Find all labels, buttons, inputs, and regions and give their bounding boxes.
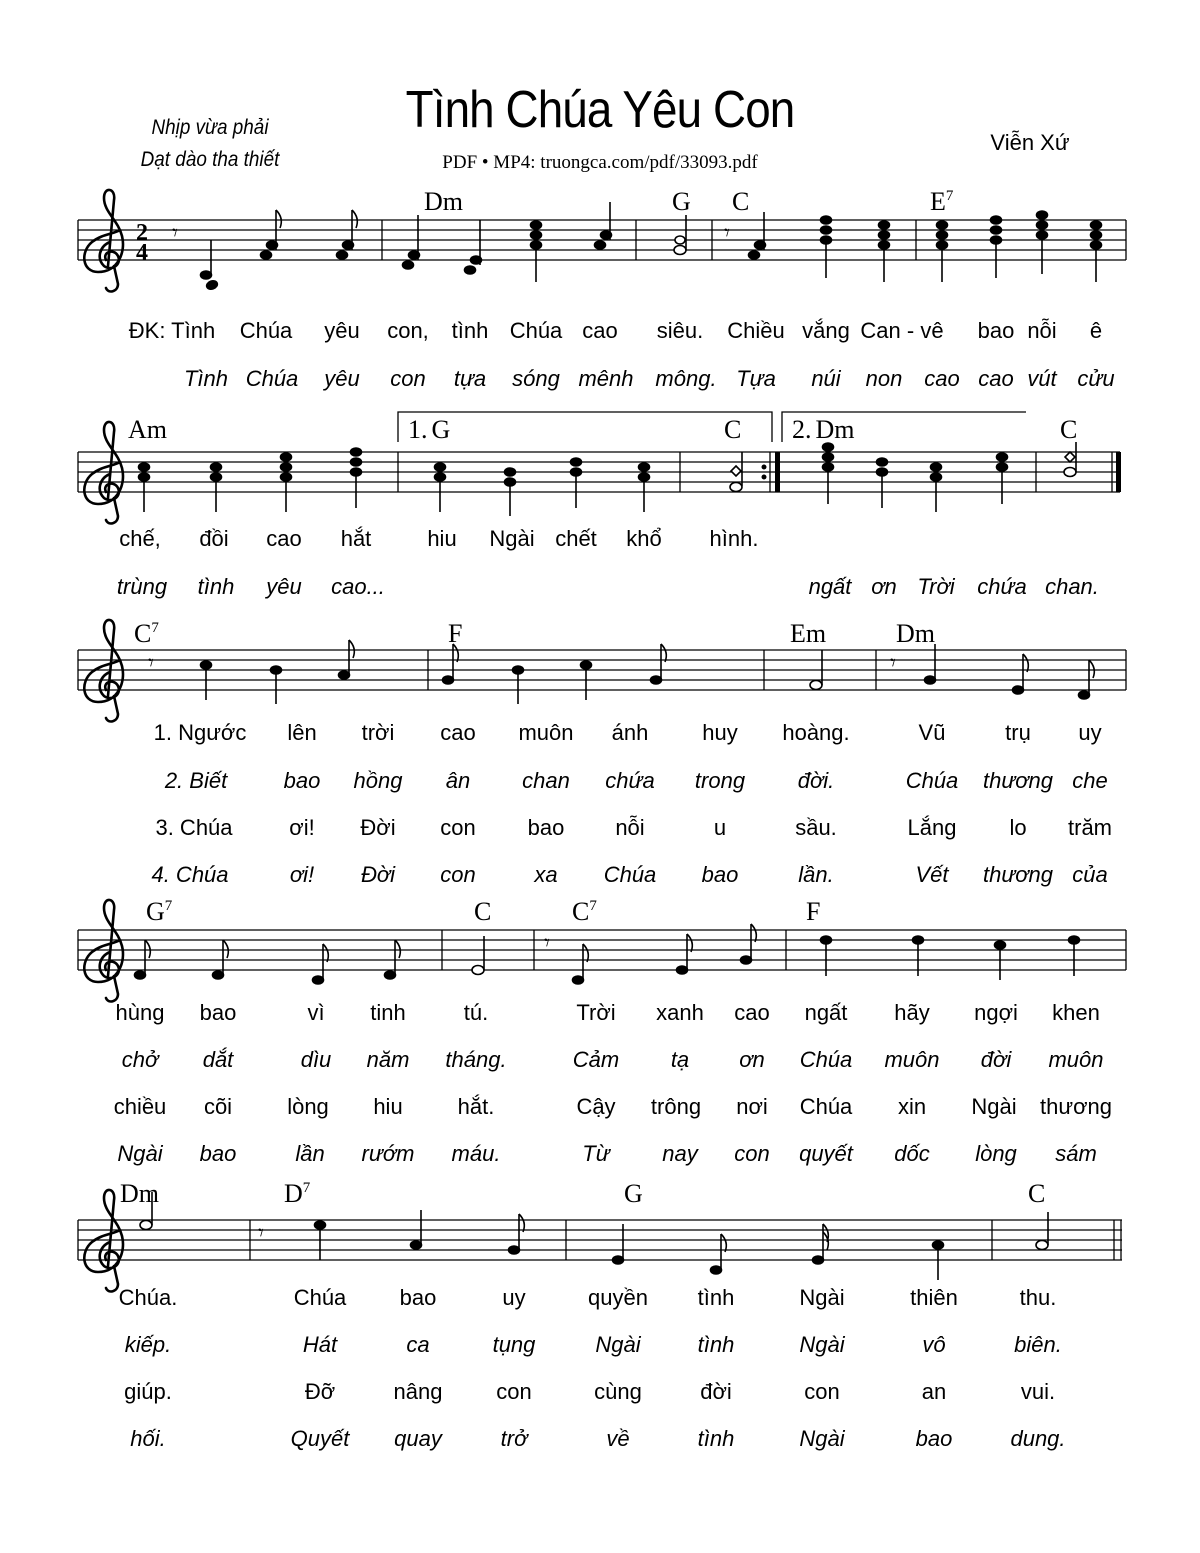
lyric-syllable: Chiều — [727, 318, 785, 343]
lyric-syllable: cửu — [1077, 366, 1115, 391]
lyric-syllable: an — [921, 1379, 947, 1404]
lyric-syllable: Can - vê — [860, 318, 944, 343]
lyric-syllable: lòng — [975, 1141, 1017, 1166]
lyric-syllable: Cậy — [576, 1094, 616, 1119]
lyric-syllable: tình — [451, 318, 489, 343]
lyric-syllable: siêu. — [656, 318, 704, 343]
staff-system-4 — [0, 896, 1200, 1006]
chord: Dm — [424, 187, 463, 216]
svg-text:𝄾: 𝄾 — [172, 221, 178, 246]
lyric-syllable: chứa — [605, 768, 655, 793]
lyric-syllable: Chúa — [293, 1285, 347, 1310]
chord: C — [474, 897, 492, 926]
lyric-syllable: chở — [121, 1047, 159, 1072]
lyric-syllable: Ngài — [799, 1426, 845, 1451]
lyrics-line-5 — [0, 720, 1200, 750]
lyric-syllable: tú. — [463, 1000, 489, 1025]
chord: Dm — [896, 619, 935, 648]
lyric-syllable: sám — [1055, 1141, 1097, 1166]
composer: Viễn Xứ — [990, 130, 1070, 155]
lyric-syllable: ơn — [871, 574, 897, 599]
lyric-syllable: tụng — [492, 1332, 536, 1357]
lyrics-line-8 — [0, 862, 1200, 892]
lyric-syllable: ân — [445, 768, 471, 793]
chord: C — [1028, 1179, 1046, 1208]
lyric-syllable: cao — [924, 366, 960, 391]
treble-clef-icon — [84, 1190, 123, 1292]
lyric-syllable: dắt — [202, 1047, 234, 1072]
lyric-syllable: Ngài — [799, 1332, 845, 1357]
lyric-syllable: máu. — [451, 1141, 501, 1166]
lyric-syllable: của — [1072, 862, 1108, 887]
chord: C — [1060, 415, 1078, 444]
lyric-syllable: sóng — [512, 366, 560, 391]
lyric-syllable: uy — [502, 1285, 526, 1310]
lyric-syllable: trời — [361, 720, 395, 745]
volta-2: 2. Dm — [792, 415, 855, 444]
lyric-syllable: bao — [199, 1000, 237, 1025]
lyric-syllable: vút — [1027, 366, 1057, 391]
lyrics-line-11 — [0, 1094, 1200, 1124]
lyrics-line-12 — [0, 1141, 1200, 1171]
lyric-syllable: bao — [527, 815, 565, 840]
lyrics-line-2 — [0, 366, 1200, 396]
lyric-syllable: vì — [307, 1000, 325, 1025]
lyric-syllable: u — [713, 815, 727, 840]
lyric-syllable: vắng — [802, 318, 850, 343]
lyric-syllable: con — [496, 1379, 532, 1404]
lyric-syllable: con, — [387, 318, 429, 343]
chord: G — [672, 187, 691, 216]
lyric-syllable: khổ — [626, 526, 662, 551]
lyric-syllable: bao — [915, 1426, 953, 1451]
chord: C — [732, 187, 750, 216]
lyric-syllable: ĐK: Tình — [128, 318, 216, 343]
lyric-syllable: khen — [1052, 1000, 1100, 1025]
lyric-syllable: lần. — [798, 862, 834, 887]
chord: $C^7$ — [572, 897, 597, 926]
lyric-syllable: ánh — [611, 720, 649, 745]
lyric-syllable: huy — [702, 720, 738, 745]
chord: Em — [790, 619, 827, 648]
lyric-syllable: thương — [982, 862, 1054, 887]
lyric-syllable: ngất — [808, 574, 852, 599]
lyric-syllable: quyết — [799, 1141, 853, 1166]
lyric-syllable: con — [390, 366, 426, 391]
lyric-syllable: sầu. — [795, 815, 837, 840]
lyric-syllable: chan. — [1045, 574, 1099, 599]
lyric-syllable: tinh — [370, 1000, 406, 1025]
lyric-syllable: Ngài — [489, 526, 535, 551]
lyric-syllable: non — [865, 366, 903, 391]
lyric-syllable: kiếp. — [124, 1332, 172, 1357]
lyric-syllable: dìu — [300, 1047, 332, 1072]
lyric-syllable: chan — [522, 768, 570, 793]
lyric-syllable: chứa — [977, 574, 1027, 599]
treble-clef-icon — [84, 620, 123, 722]
lyric-syllable: Chúa — [509, 318, 563, 343]
lyric-syllable: muôn — [1048, 1047, 1104, 1072]
staff-system-3 — [0, 620, 1200, 730]
source-link[interactable]: PDF • MP4: truongca.com/pdf/33093.pdf — [442, 152, 758, 173]
lyrics-line-10 — [0, 1047, 1200, 1077]
lyric-syllable: cõi — [203, 1094, 233, 1119]
lyric-syllable: Chúa — [799, 1047, 853, 1072]
lyric-syllable: cùng — [594, 1379, 642, 1404]
lyric-syllable: Chúa — [905, 768, 959, 793]
lyric-syllable: cao — [582, 318, 618, 343]
svg-text:𝄾: 𝄾 — [890, 651, 896, 676]
lyric-syllable: 3. Chúa — [155, 815, 233, 840]
lyric-syllable: chết — [555, 526, 597, 551]
lyric-syllable: 2. Biết — [164, 768, 228, 793]
lyric-syllable: trở — [500, 1426, 528, 1451]
lyric-syllable: hiu — [373, 1094, 403, 1119]
lyric-syllable: trụ — [1005, 720, 1031, 745]
lyric-syllable: thương — [1040, 1094, 1112, 1119]
lyric-syllable: Ngài — [799, 1285, 845, 1310]
lyric-syllable: ê — [1089, 318, 1103, 343]
lyric-syllable: bao — [701, 862, 739, 887]
lyric-syllable: Lắng — [907, 815, 957, 840]
lyric-syllable: Tựa — [736, 366, 776, 391]
chord: Dm — [120, 1179, 159, 1208]
lyric-syllable: lần — [295, 1141, 325, 1166]
lyric-syllable: con — [440, 862, 476, 887]
lyrics-line-3 — [0, 526, 1200, 556]
lyric-syllable: Hát — [302, 1332, 338, 1357]
lyric-syllable: lên — [287, 720, 317, 745]
lyric-syllable: Ngài — [117, 1141, 163, 1166]
lyrics-line-7 — [0, 815, 1200, 845]
staff-system-2 — [0, 406, 1200, 536]
lyric-syllable: Chúa — [239, 318, 293, 343]
lyric-syllable: mông. — [655, 366, 717, 391]
lyrics-line-13 — [0, 1285, 1200, 1315]
lyric-syllable: thiên — [910, 1285, 958, 1310]
lyric-syllable: Chúa — [245, 366, 299, 391]
lyric-syllable: dung. — [1010, 1426, 1066, 1451]
lyric-syllable: Đời — [360, 862, 396, 887]
lyric-syllable: đời — [700, 1379, 732, 1404]
lyric-syllable: Từ — [582, 1141, 610, 1166]
lyrics-line-6 — [0, 768, 1200, 798]
lyric-syllable: Chúa — [603, 862, 657, 887]
lyric-syllable: yêu — [324, 366, 360, 391]
lyric-syllable: Trời — [576, 1000, 616, 1025]
lyric-syllable: trông — [650, 1094, 702, 1119]
tempo-marking: Nhịp vừa phải — [151, 116, 269, 139]
lyric-syllable: ơi! — [289, 815, 315, 840]
lyric-syllable: con — [734, 1141, 770, 1166]
lyric-syllable: nâng — [393, 1379, 443, 1404]
lyric-syllable: rướm — [361, 1141, 415, 1166]
lyric-syllable: mênh — [578, 366, 634, 391]
lyric-syllable: đồi — [199, 526, 229, 551]
volta-1: 1. G — [408, 415, 451, 444]
lyric-syllable: Chúa — [799, 1094, 853, 1119]
lyrics-line-14 — [0, 1332, 1200, 1362]
chord: $G^7$ — [146, 897, 173, 926]
lyric-syllable: biên. — [1014, 1332, 1062, 1357]
lyric-syllable: trùng — [116, 574, 168, 599]
lyric-syllable: đời. — [797, 768, 835, 793]
lyric-syllable: dốc — [894, 1141, 930, 1166]
svg-text:𝄾: 𝄾 — [544, 931, 550, 956]
lyric-syllable: bao — [399, 1285, 437, 1310]
lyric-syllable: Ngài — [971, 1094, 1017, 1119]
treble-clef-icon — [84, 422, 123, 524]
lyric-syllable: yêu — [324, 318, 360, 343]
time-sig-top: 2 — [136, 220, 148, 246]
lyric-syllable: tháng. — [445, 1047, 507, 1072]
lyric-syllable: Vết — [915, 862, 949, 887]
lyric-syllable: xin — [897, 1094, 927, 1119]
lyric-syllable: lòng — [287, 1094, 329, 1119]
lyric-syllable: con — [440, 815, 476, 840]
lyric-syllable: quay — [394, 1426, 442, 1451]
lyric-syllable: con — [804, 1379, 840, 1404]
lyric-syllable: bao — [199, 1141, 237, 1166]
lyric-syllable: quyền — [588, 1285, 648, 1310]
lyric-syllable: hoàng. — [782, 720, 850, 745]
lyric-syllable: bao — [283, 768, 321, 793]
lyric-syllable: uy — [1078, 720, 1102, 745]
lyric-syllable: Đời — [360, 815, 396, 840]
lyric-syllable: thu. — [1019, 1285, 1057, 1310]
lyrics-line-16 — [0, 1426, 1200, 1456]
lyric-syllable: cao — [440, 720, 476, 745]
lyric-syllable: bao — [977, 318, 1015, 343]
song-title: Tình Chúa Yêu Con — [405, 81, 795, 139]
lyrics-line-4 — [0, 574, 1200, 604]
lyric-syllable: tình — [697, 1332, 735, 1357]
svg-text:𝄾: 𝄾 — [148, 651, 154, 676]
lyric-syllable: ca — [406, 1332, 430, 1357]
lyric-syllable: tạ — [670, 1047, 690, 1072]
time-sig-bottom: 4 — [136, 240, 148, 266]
lyric-syllable: muôn — [518, 720, 574, 745]
lyric-syllable: hình. — [709, 526, 759, 551]
lyric-syllable: nỗi — [1027, 318, 1057, 343]
lyric-syllable: cao — [734, 1000, 770, 1025]
treble-clef-icon — [84, 190, 123, 292]
lyric-syllable: vui. — [1020, 1379, 1056, 1404]
lyric-syllable: nay — [662, 1141, 698, 1166]
chord: F — [448, 619, 463, 648]
chord: Am — [128, 415, 167, 444]
lyric-syllable: ơn — [739, 1047, 765, 1072]
lyric-syllable: xa — [534, 862, 558, 887]
lyric-syllable: trăm — [1068, 815, 1112, 840]
lyric-syllable: hãy — [894, 1000, 930, 1025]
lyric-syllable: xanh — [656, 1000, 704, 1025]
lyrics-line-15 — [0, 1379, 1200, 1409]
lyric-syllable: về — [606, 1426, 630, 1451]
chord: C — [724, 415, 742, 444]
lyric-syllable: Tình — [183, 366, 229, 391]
chord: G — [624, 1179, 643, 1208]
staff-system-5 — [0, 1180, 1200, 1290]
lyric-syllable: tình — [697, 1285, 735, 1310]
lyric-syllable: tình — [697, 1426, 735, 1451]
lyric-syllable: hùng — [115, 1000, 165, 1025]
lyric-syllable: chế, — [119, 526, 161, 551]
lyric-syllable: yêu — [266, 574, 302, 599]
chord: $C^7$ — [134, 619, 159, 648]
lyric-syllable: hồng — [353, 768, 403, 793]
lyrics-line-9 — [0, 1000, 1200, 1030]
lyric-syllable: ơi! — [289, 862, 315, 887]
lyric-syllable: năm — [366, 1047, 410, 1072]
chord: F — [806, 897, 821, 926]
lyric-syllable: vô — [922, 1332, 946, 1357]
lyric-syllable: Ngài — [595, 1332, 641, 1357]
lyric-syllable: nơi — [736, 1094, 768, 1119]
lyric-syllable: 1. Ngước — [153, 720, 247, 745]
chord: $D^7$ — [284, 1179, 311, 1208]
lyric-syllable: 4. Chúa — [151, 862, 229, 887]
lyric-syllable: cao — [978, 366, 1014, 391]
lyric-syllable: hắt — [340, 526, 372, 551]
lyric-syllable: chiều — [113, 1094, 167, 1119]
lyric-syllable: Vũ — [918, 720, 946, 745]
lyric-syllable: thương — [982, 768, 1054, 793]
chord: $E^7$ — [930, 187, 954, 216]
lyric-syllable: ngất — [804, 1000, 848, 1025]
treble-clef-icon — [84, 900, 123, 1002]
lyric-syllable: hắt. — [457, 1094, 495, 1119]
lyric-syllable: che — [1072, 768, 1108, 793]
lyric-syllable: núi — [811, 366, 841, 391]
svg-text:𝄾: 𝄾 — [724, 221, 730, 246]
svg-text:𝄾: 𝄾 — [258, 1221, 264, 1246]
lyric-syllable: cao... — [331, 574, 385, 599]
lyric-syllable: lo — [1009, 815, 1027, 840]
lyric-syllable: hiu — [427, 526, 457, 551]
lyric-syllable: Quyết — [290, 1426, 350, 1451]
lyric-syllable: hối. — [130, 1426, 166, 1451]
lyric-syllable: ngợi — [974, 1000, 1018, 1025]
lyric-syllable: đời — [980, 1047, 1012, 1072]
expression-marking: Dạt dào tha thiết — [140, 148, 280, 171]
lyric-syllable: giúp. — [124, 1379, 172, 1404]
lyric-syllable: nỗi — [615, 815, 645, 840]
lyric-syllable: tình — [197, 574, 235, 599]
lyric-syllable: Đỡ — [304, 1379, 336, 1404]
lyrics-line-1 — [0, 318, 1200, 348]
lyric-syllable: tựa — [453, 366, 487, 391]
staff-system-1 — [0, 187, 1200, 320]
lyric-syllable: Cảm — [572, 1047, 620, 1072]
lyric-syllable: Trời — [917, 574, 955, 599]
lyric-syllable: muôn — [884, 1047, 940, 1072]
lyric-syllable: Chúa. — [118, 1285, 178, 1310]
lyric-syllable: cao — [266, 526, 302, 551]
lyric-syllable: trong — [694, 768, 746, 793]
